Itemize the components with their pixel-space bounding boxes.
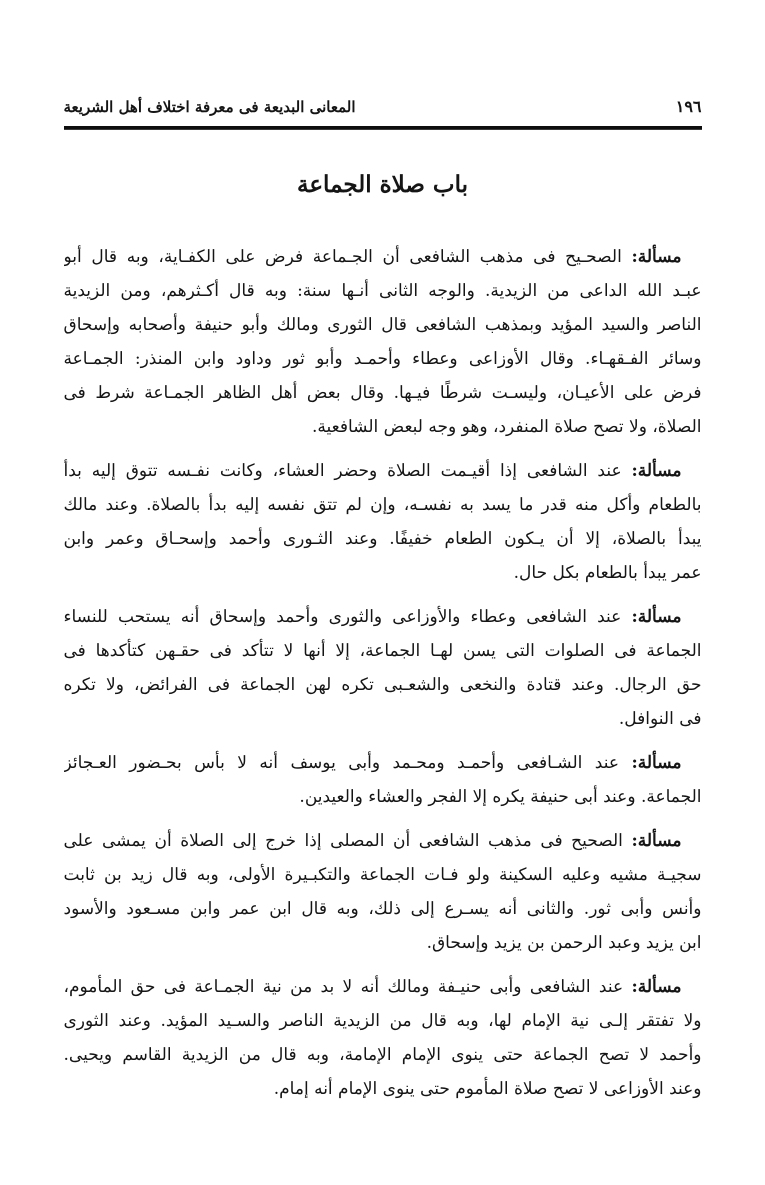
body-line-text: عند الشافعى وعطاء والأوزاعى والثورى وأحمد وإسحاق أنه يستحب للنساء [63,607,632,627]
masala-paragraph-2 [64,454,702,590]
chapter-heading: باب صلاة الجماعة [297,171,468,198]
body-line: الجماعة. وعند أبى حنيفة يكره إلا الفجر والعشاء والعيدين. [299,787,702,807]
body-line: فرض على الأعيـان، وليسـت شرطًا فيـها. وقال بعض أهل الظاهر الجمـاعة شرط فى [63,383,702,403]
body-line: عبـد الله الداعى من الزيدية. والوجه الثانى أنـها سنة: وبه قال أكـثرهم، ومن الزيدية [63,281,702,301]
masala-paragraph-3 [64,600,702,736]
masala-label: مسألة: [631,831,682,851]
masala-label: مسألة: [631,753,682,773]
body-line: الجماعة فى الصلوات التى يسن لهـا الجماعة، إلا أنها لا تتأكد فى حقـهن كتأكدها فى [63,641,702,661]
body-line: فى النوافل. [618,709,702,729]
body-line: عمر يبدأ بالطعام بكل حال. [513,563,702,583]
body-line: الناصر والسيد المؤيد وبمذهب الشافعى قال الثورى ومالك وأبو حنيفة وأصحابه وإسحاق [63,315,702,335]
masala-paragraph-4 [64,746,702,814]
body-line: سجيـة مشيه وعليه السكينة ولو فـات الجماعة والتكبـيرة الأولى، وبه قال زيد بن ثابت [63,865,702,885]
body-line: ولا تفتقر إلـى نية الإمام لها، وبه قال من الزيدية الناصر والسـيد المؤيد. وعند الثورى [63,1011,702,1031]
body-line: الصلاة، ولا تصح صلاة المنفرد، وهو وجه لبعض الشافعية. [312,417,702,437]
masala-paragraph-1 [64,240,702,444]
body-line: وأنس وأبى ثور. والثانى أنه يسـرع إلى ذلك، وبه قال ابن عمر وابن مسـعود والأسود [63,899,702,919]
header-rule [64,126,702,130]
masala-paragraph-5 [64,824,702,960]
book-title: المعانى البديعة فى معرفة اختلاف أهل الشريعة [63,98,356,116]
masala-label: مسألة: [631,461,682,481]
body-line [64,824,702,858]
running-header [64,97,702,117]
masala-label: مسألة: [631,607,682,627]
masala-paragraph-6 [64,970,702,1106]
body-line-text: عند الشافعى وأبى حنيـفة ومالك أنه لا بد من نية الجمـاعة فى حق المأموم، [63,977,632,997]
masala-label: مسألة: [631,977,682,997]
body-line [64,600,702,634]
body-line: يبدأ بالصلاة، إلا أن يـكون الطعام خفيفًا. وعند الثـورى وأحمد وإسحـاق وعمر وابن [63,529,702,549]
body-line-text: الصحـيح فى مذهب الشافعى أن الجـماعة فرض على الكفـاية، وبه قال أبو [63,247,632,267]
body-line: وأحمد لا تصح الجماعة حتى ينوى الإمام الإمامة، وبه قال من الزيدية القاسم ويحيى. [63,1045,702,1065]
body-line [64,240,702,274]
page-number: ١٩٦ [675,97,702,116]
body-line [64,454,702,488]
body-line: ابن يزيد وعبد الرحمن بن يزيد وإسحاق. [426,933,702,953]
masala-label: مسألة: [631,247,682,267]
body-line: حق الرجال. وعند قتادة والنخعى والشعـبى تكره لهن الجماعة فى الفرائض، ولا تكره [63,675,702,695]
body-line: بالطعام وأكل منه قدر ما يسد به نفسـه، وإن لم تتق نفسه إليه بدأ بالصلاة. وعند مالك [63,495,702,515]
body-line [64,970,702,1004]
body-line-text: عند الشـافعى وأحمـد ومحـمد وأبى يوسف أنه لا بأس بحـضور العـجائز [63,753,632,773]
body-line: وعند الأوزاعى لا تصح صلاة المأموم حتى ينوى الإمام أنه إمام. [273,1079,702,1099]
body-line [64,746,702,780]
body-line-text: عند الشافعى إذا أقيـمت الصلاة وحضر العشاء، وكانت نفـسه تتوق إليه بدأ [63,461,632,481]
body-text [64,240,702,1106]
page-content [64,0,702,1106]
body-line-text: الصحيح فى مذهب الشافعى أن المصلى إذا خرج إلى الصلاة أن يمشى على [63,831,632,851]
body-line: وسائر الفـقهـاء. وقال الأوزاعى وعطاء وأحمـد وأبو ثور وداود وابن المنذر: الجمـاعة [63,349,702,369]
